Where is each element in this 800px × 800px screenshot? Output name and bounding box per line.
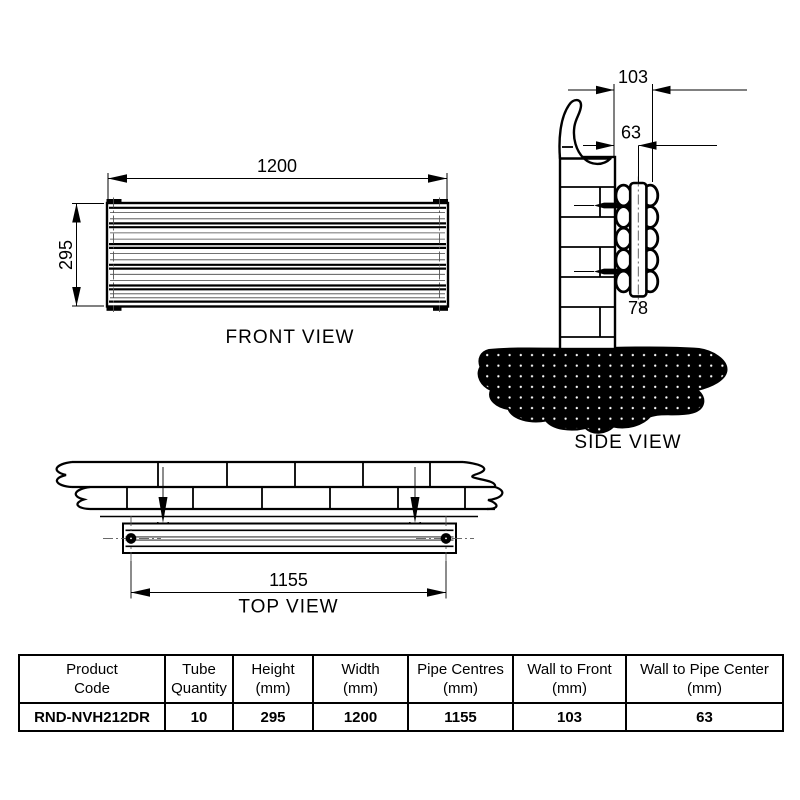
- front-height-dimension: [56, 204, 104, 307]
- top-pipe-centres-dimension: [131, 561, 446, 599]
- cell-tube-quantity: 10: [165, 703, 233, 731]
- header-line: Tube: [182, 661, 216, 678]
- front-width-dimension: [108, 156, 447, 200]
- col-header-width: [313, 655, 408, 703]
- header-line: (mm): [443, 680, 478, 697]
- header-line: Quantity: [171, 680, 227, 697]
- header-line: Height: [251, 661, 295, 678]
- side-wall-to-front-label: 103: [617, 67, 649, 87]
- side-wall: [559, 100, 615, 349]
- header-line: Code: [74, 680, 110, 697]
- front-view: [56, 156, 448, 348]
- front-height-label: 295: [56, 239, 76, 271]
- cell-product-code: RND-NVH212DR: [19, 703, 165, 731]
- header-line: (mm): [255, 680, 291, 697]
- top-pipe-centres-label: 1155: [269, 570, 308, 590]
- spec-table: [18, 654, 784, 732]
- side-view: [479, 67, 747, 453]
- col-header-height: [233, 655, 313, 703]
- side-pipe-block-label: 78: [627, 298, 649, 318]
- col-header-tube-quantity: [165, 655, 233, 703]
- top-radiator-body: [103, 516, 474, 561]
- front-width-label: 1200: [256, 156, 298, 176]
- side-wall-to-pipe-label: 63: [620, 122, 642, 143]
- header-line: Pipe Centres: [417, 661, 504, 678]
- header-line: Wall to Pipe Center: [640, 661, 769, 678]
- col-header-pipe-centres: [408, 655, 513, 703]
- wall-break: [559, 100, 610, 164]
- header-line: Wall to Front: [527, 661, 612, 678]
- side-view-label: SIDE VIEW: [574, 432, 682, 453]
- front-radiator-body: [107, 198, 449, 313]
- header-line: (mm): [343, 680, 378, 697]
- spec-table-header-row: [19, 655, 783, 703]
- wall-break-left: [57, 462, 90, 509]
- spec-table-data-row: [19, 703, 783, 731]
- header-line: (mm): [552, 680, 587, 697]
- cell-pipe-centres: 1155: [408, 703, 513, 731]
- top-view-label: TOP VIEW: [238, 596, 339, 618]
- col-header-wall-to-front: [513, 655, 626, 703]
- top-brackets: [158, 467, 420, 532]
- col-header-wall-to-pipe-center: [626, 655, 783, 703]
- cell-wall-to-pipe-center: 63: [626, 703, 783, 731]
- wall-break-right: [463, 462, 502, 509]
- floor-section: [479, 347, 727, 432]
- header-line: Width: [341, 661, 380, 678]
- side-tube-stack: [616, 183, 658, 296]
- header-line: (mm): [687, 680, 722, 697]
- front-view-label: FRONT VIEW: [225, 327, 355, 348]
- header-line: Product: [66, 661, 118, 678]
- cell-width: 1200: [313, 703, 408, 731]
- top-view: [57, 462, 503, 618]
- cell-wall-to-front: 103: [513, 703, 626, 731]
- col-header-product-code: [19, 655, 165, 703]
- top-wall: [57, 462, 503, 517]
- cell-height: 295: [233, 703, 313, 731]
